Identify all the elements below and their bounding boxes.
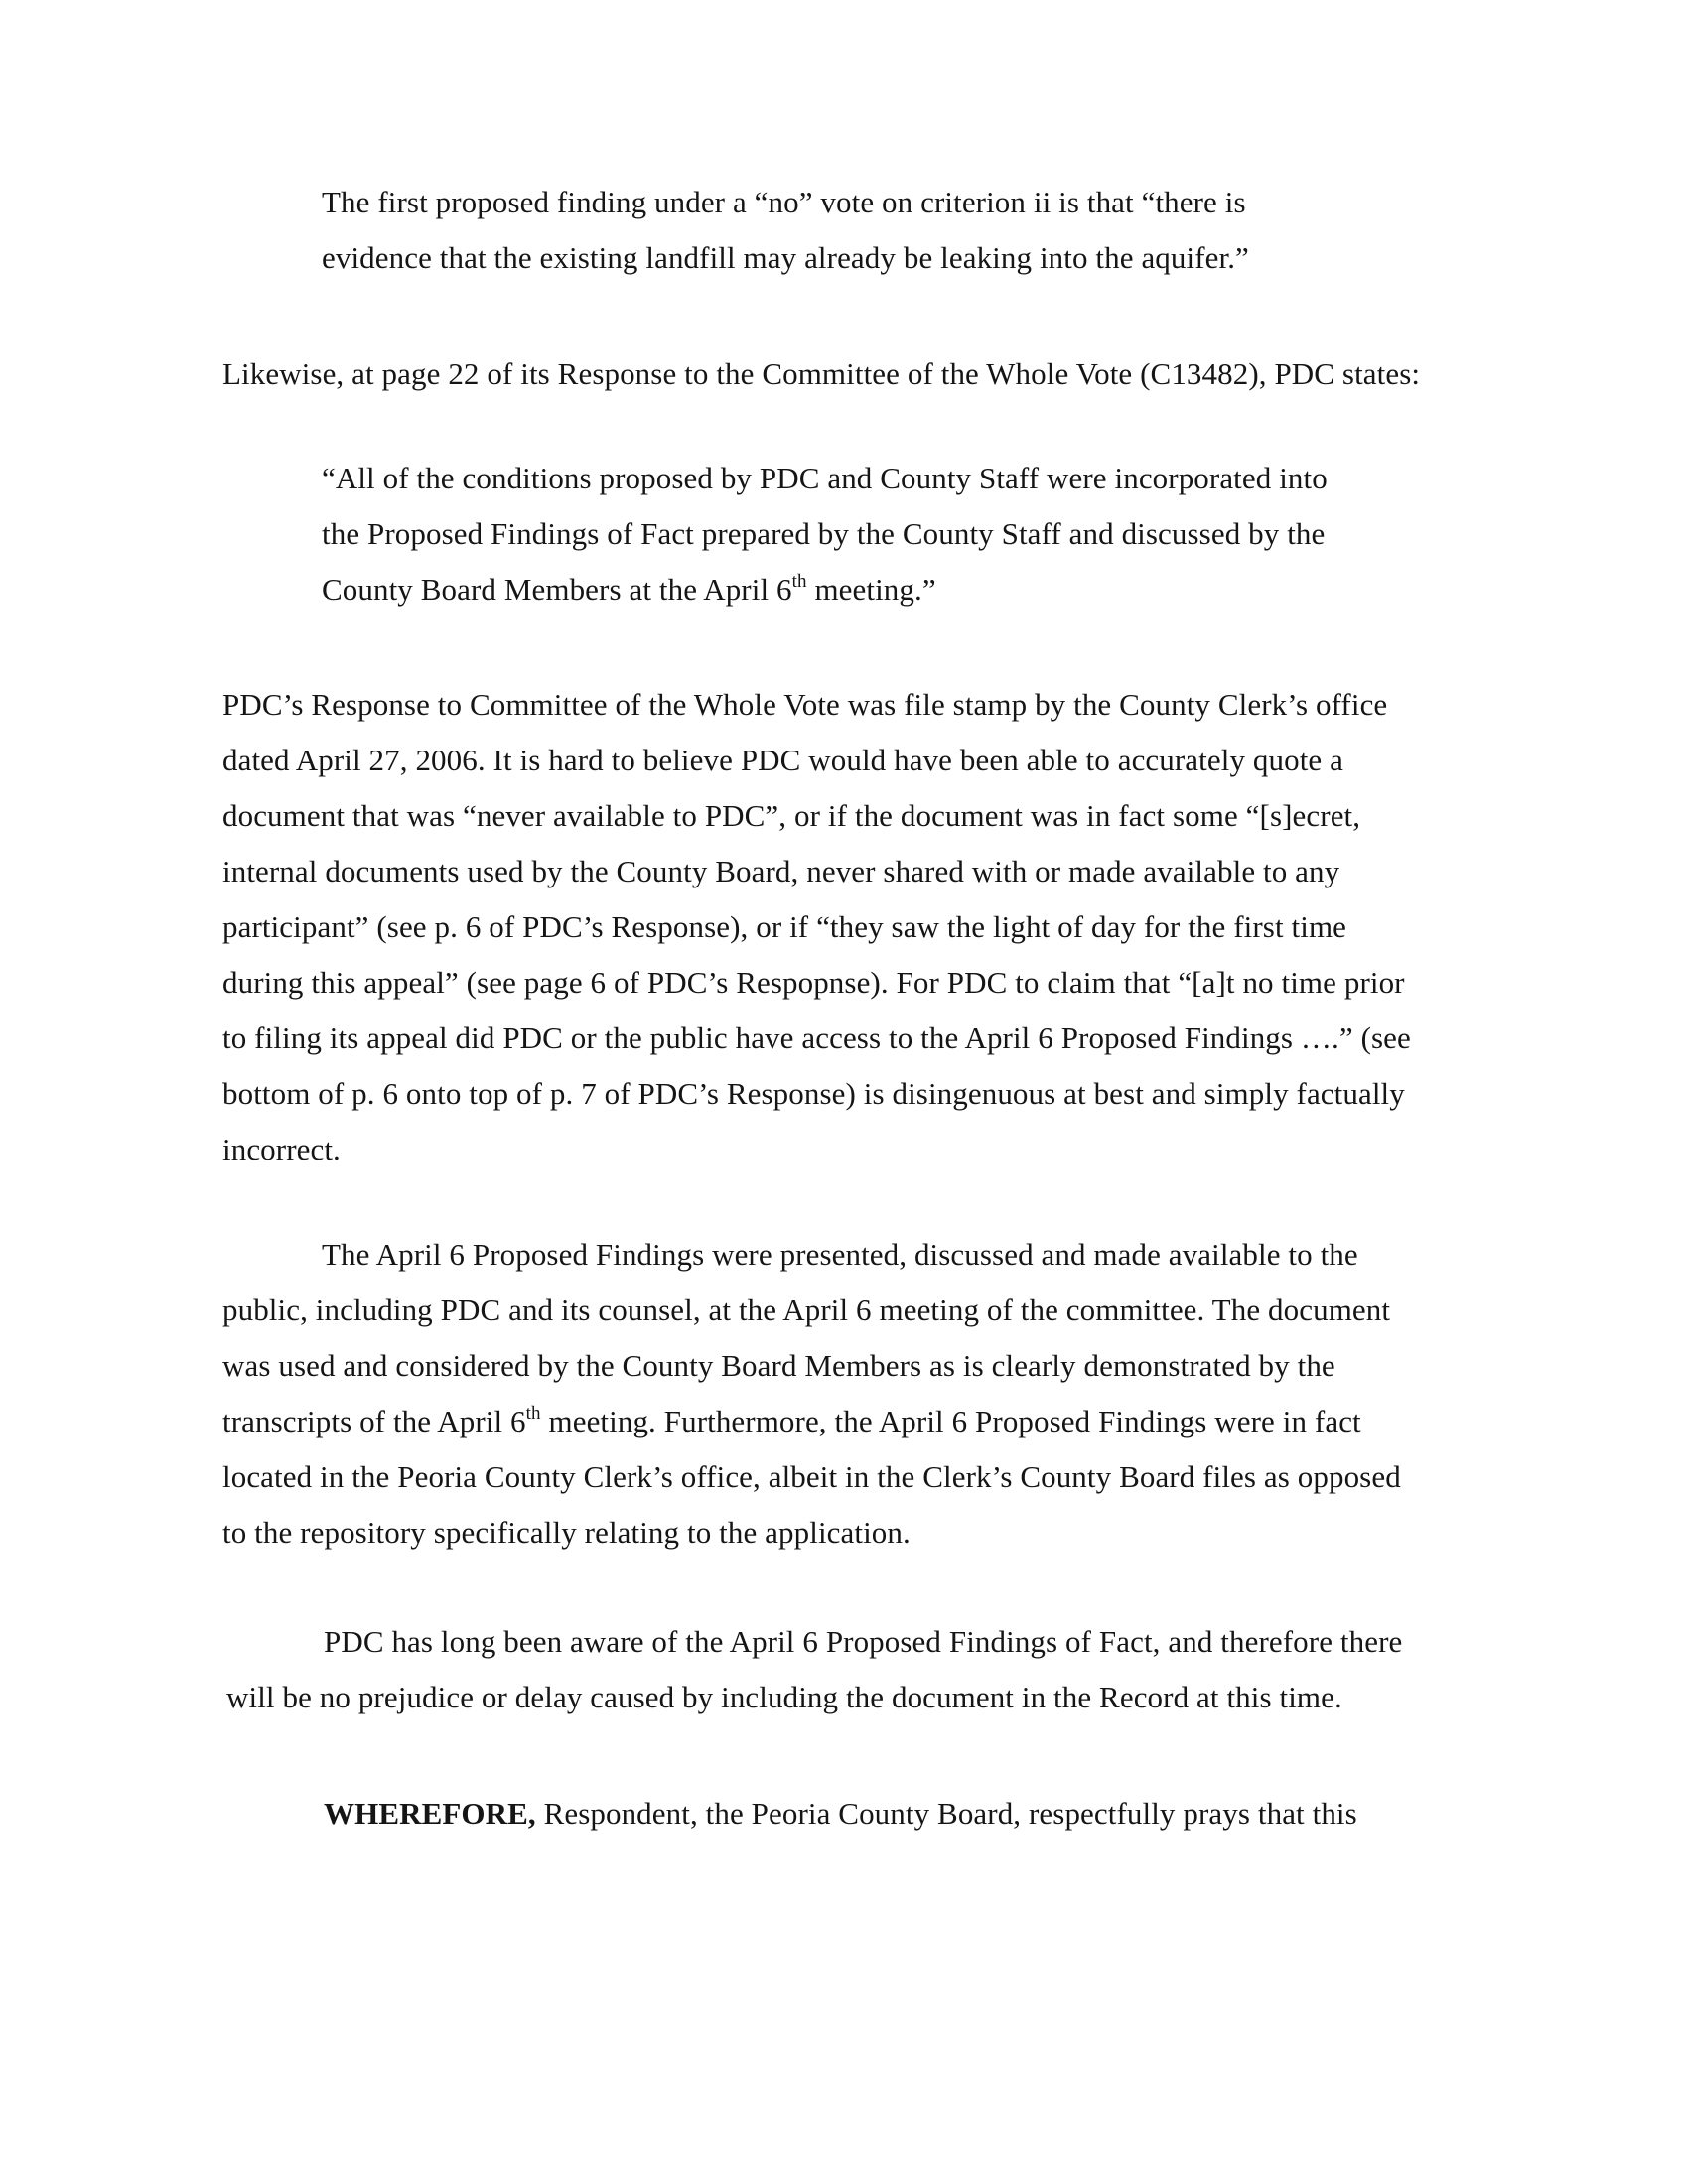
paragraph-likewise (222, 346, 1420, 402)
text-fragment: meeting. Furthermore, the April 6 Proposed Findings were in fact (540, 1404, 1361, 1438)
superscript: th (791, 570, 807, 592)
text-line: public, including PDC and its counsel, at the April 6 meeting of the committee. The document (222, 1293, 1391, 1327)
quote-conditions (322, 451, 1328, 617)
text-line: participant” (see p. 6 of PDC’s Response), or if “they saw the light of day for the first time (222, 909, 1347, 944)
text-line: was used and considered by the County Board Members as is clearly demonstrated by the (222, 1348, 1335, 1383)
superscript: th (525, 1402, 541, 1424)
paragraph-wherefore (324, 1786, 1357, 1842)
text-line: to the repository specifically relating to the application. (222, 1515, 911, 1550)
paragraph-april6-findings (222, 1227, 1401, 1561)
paragraph-pdc-aware (222, 1614, 1402, 1725)
text-fragment: County Board Members at the April 6 (322, 572, 792, 607)
text-line: the Proposed Findings of Fact prepared by the County Staff and discussed by the (322, 516, 1326, 551)
text-line (322, 562, 1328, 617)
text-line: “All of the conditions proposed by PDC and County Staff were incorporated into (322, 461, 1328, 495)
quote-criterion-ii (322, 175, 1249, 286)
text-line: internal documents used by the County Board, never shared with or made available to any (222, 854, 1340, 888)
text-line (222, 1394, 1401, 1449)
text-line (222, 1227, 1401, 1283)
text-line: The first proposed finding under a “no” vote on criterion ii is that “there is (322, 185, 1246, 219)
text-fragment: PDC has long been aware of the April 6 Proposed Findings of Fact, and therefore there (324, 1624, 1403, 1659)
text-fragment: meeting.” (806, 572, 936, 607)
text-line: during this appeal” (see page 6 of PDC’s Respopnse). For PDC to claim that “[a]t no time prior (222, 965, 1405, 1000)
text-line (324, 1786, 1357, 1842)
text-line: dated April 27, 2006. It is hard to believe PDC would have been able to accurately quote a (222, 743, 1343, 777)
text-line: evidence that the existing landfill may already be leaking into the aquifer.” (322, 240, 1249, 275)
wherefore-heading: WHEREFORE, (324, 1796, 536, 1831)
text-line: PDC’s Response to Committee of the Whole Vote was file stamp by the County Clerk’s office (222, 687, 1388, 722)
text-line: Likewise, at page 22 of its Response to the Committee of the Whole Vote (C13482), PDC states: (222, 356, 1421, 391)
text-line (222, 1614, 1402, 1670)
text-line: will be no prejudice or delay caused by including the document in the Record at this time. (226, 1680, 1342, 1714)
text-fragment: Respondent, the Peoria County Board, respectfully prays that this (535, 1796, 1357, 1831)
text-fragment: The April 6 Proposed Findings were presented, discussed and made available to the (322, 1237, 1358, 1272)
paragraph-pdc-response (222, 677, 1411, 1177)
text-fragment: transcripts of the April 6 (222, 1404, 526, 1438)
text-line: located in the Peoria County Clerk’s office, albeit in the Clerk’s County Board files as opposed (222, 1459, 1401, 1494)
text-line: incorrect. (222, 1132, 341, 1166)
text-line: document that was “never available to PDC”, or if the document was in fact some “[s]ecret, (222, 798, 1361, 833)
text-line: bottom of p. 6 onto top of p. 7 of PDC’s Response) is disingenuous at best and simply factually (222, 1076, 1405, 1111)
text-line: to filing its appeal did PDC or the public have access to the April 6 Proposed Findings ….” (see (222, 1021, 1411, 1055)
